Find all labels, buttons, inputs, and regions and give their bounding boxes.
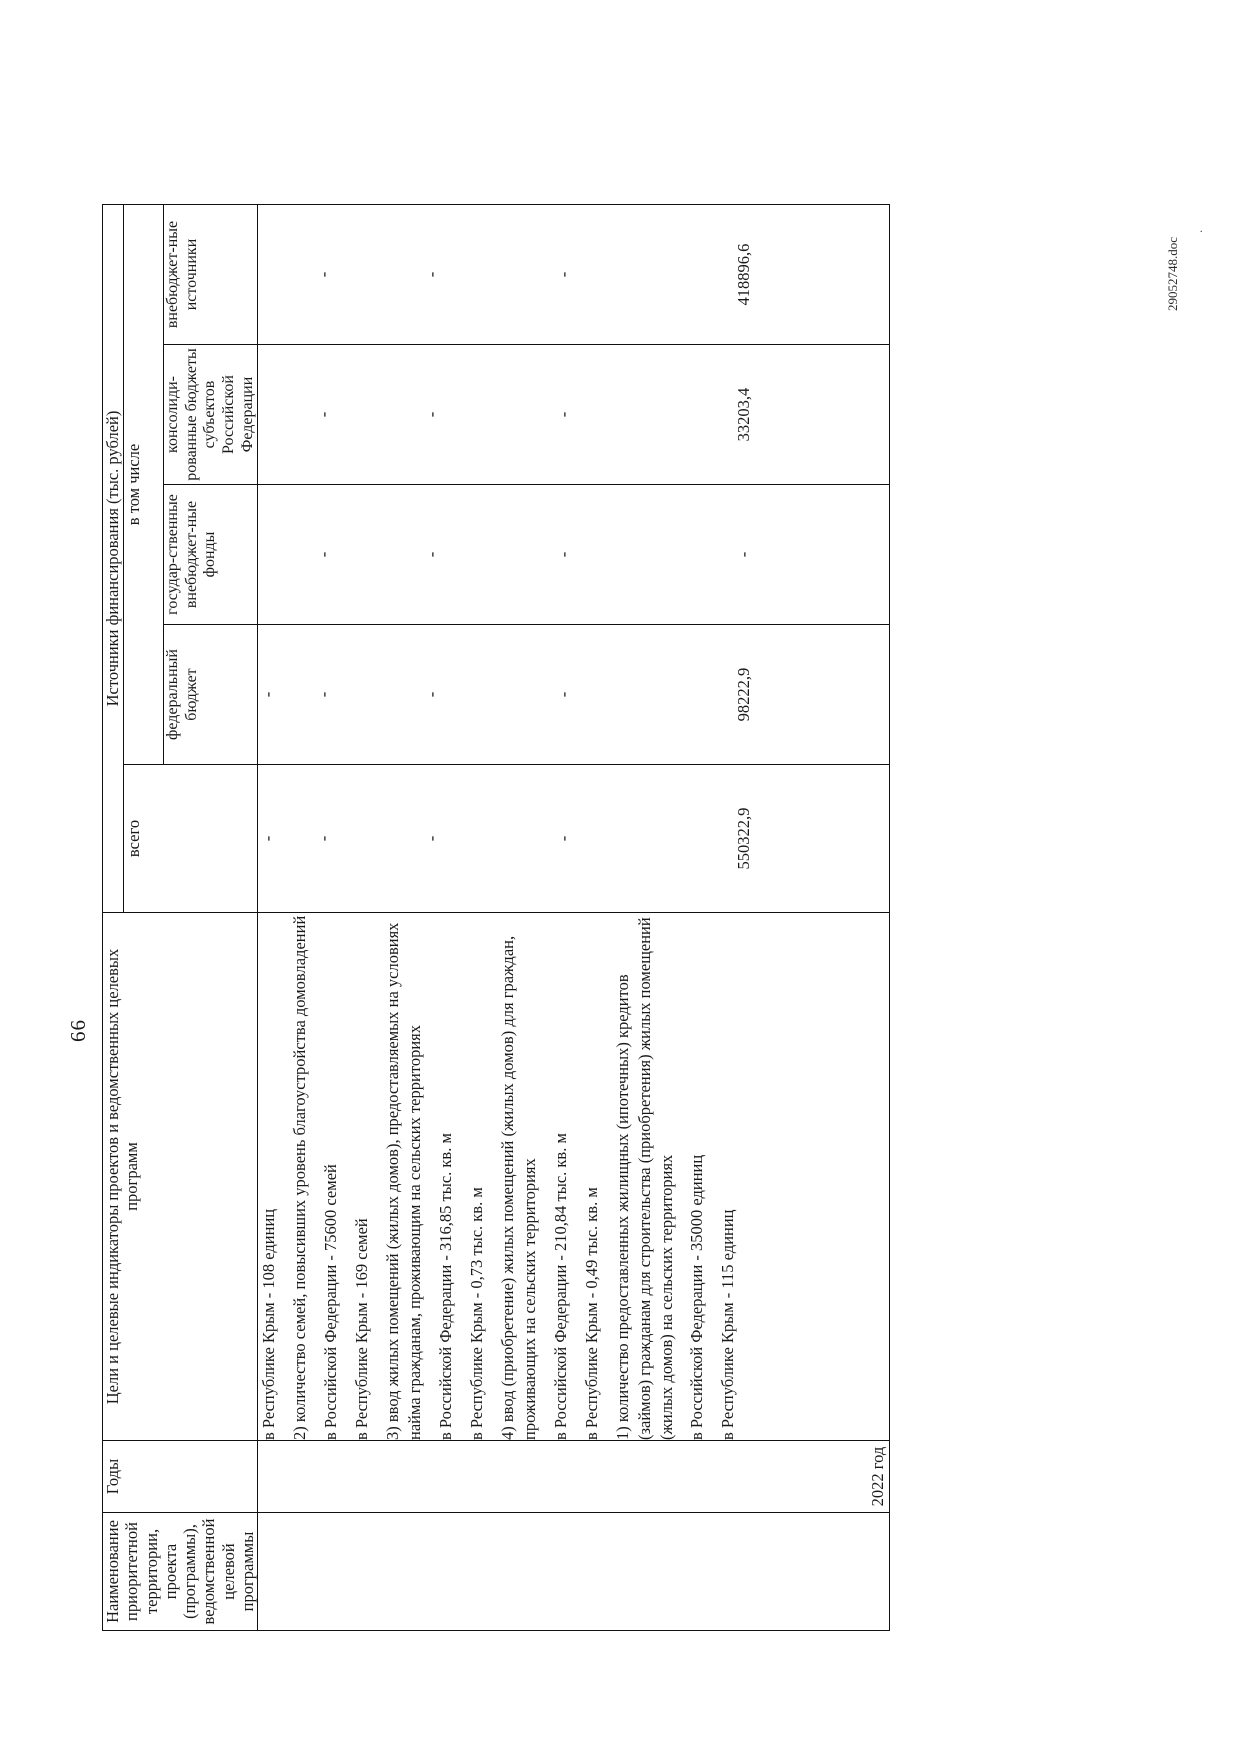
- consolidated-value: -: [422, 411, 442, 418]
- federal-value: 98222,9: [734, 667, 754, 722]
- state-funds-value: -: [554, 551, 574, 558]
- goal-line: 4) ввод (приобретение) жилых помещений (жилых домов) для граждан, проживающих на сельских территориях: [497, 935, 539, 1440]
- federal-value: -: [422, 691, 442, 698]
- funding-table: [102, 204, 890, 1631]
- table-header-row-1: [103, 205, 124, 1631]
- consolidated-value: -: [554, 411, 574, 418]
- total-value: -: [422, 835, 442, 842]
- header-cell-funding-sources: Источники финансирования (тыс. рублей): [103, 205, 124, 913]
- goal-line: 1) количество предоставленных жилищных (ипотечных) кредитов (займов) гражданам для строительства (приобретения) жилых помещений (жилых домов) на сельских территориях: [612, 917, 676, 1440]
- consolidated-value: 33203,4: [734, 387, 754, 442]
- table-row: [258, 205, 890, 1631]
- cell-extrabudget-values: [258, 205, 890, 345]
- goal-line: в Российской Федерации - 75600 семей: [321, 1164, 341, 1440]
- goal-line: в Республике Крым - 108 единиц: [259, 1208, 279, 1440]
- total-value: -: [554, 835, 574, 842]
- goal-line: в Республике Крым - 0,49 тыс. кв. м: [581, 1187, 601, 1440]
- header-cell-state-extrabudget-funds: государ-ственные внебюджет-ные фонды: [163, 485, 258, 625]
- state-funds-value: [258, 485, 314, 624]
- header-cell-federal-budget: федеральный бюджет: [163, 625, 258, 765]
- year-value: 2022 год: [868, 1446, 888, 1507]
- extrabudget-value: 418896,6: [734, 243, 754, 306]
- federal-value: -: [258, 691, 278, 698]
- header-cell-total: всего: [124, 765, 258, 913]
- header-cell-consolidated-budgets: консолиди-рованные бюджеты субъектов Российской Федерации: [163, 345, 258, 485]
- state-funds-value: -: [734, 551, 754, 558]
- extrabudget-value: -: [422, 271, 442, 278]
- goal-line: в Российской Федерации - 35000 единиц: [687, 1154, 707, 1440]
- header-cell-years: Годы: [103, 1441, 258, 1513]
- consolidated-value: -: [314, 411, 334, 418]
- cell-goals: [258, 913, 890, 1441]
- state-funds-value: -: [314, 551, 334, 558]
- federal-value: -: [554, 691, 574, 698]
- page-number: 66: [66, 1019, 90, 1042]
- extrabudget-value: [258, 205, 314, 344]
- goal-line: 2) количество семей, повысивших уровень благоустройства домовладений: [290, 915, 310, 1440]
- goal-line: в Республике Крым - 169 семей: [352, 1218, 372, 1440]
- cell-year: [258, 1441, 890, 1513]
- total-value: -: [258, 835, 278, 842]
- total-value: -: [314, 835, 334, 842]
- document-footer-filename: 29052748.doc: [1165, 236, 1180, 311]
- goal-line: 3) ввод жилых помещений (жилых домов), предоставляемых на условиях найма гражданам, проживающим на сельских территориях: [383, 922, 425, 1440]
- document-footer-mark: .: [1190, 229, 1205, 233]
- header-cell-among-which: в том числе: [124, 205, 164, 765]
- federal-value: -: [314, 691, 334, 698]
- header-cell-name: Наименование приоритетной территории, проекта (программы), ведомственной целевой программы: [103, 1513, 258, 1631]
- cell-total-values: [258, 765, 890, 913]
- total-value: 550322,9: [734, 807, 754, 870]
- extrabudget-value: -: [554, 271, 574, 278]
- goal-line: в Республике Крым - 0,73 тыс. кв. м: [466, 1187, 486, 1440]
- consolidated-value: [258, 345, 314, 484]
- cell-state-funds-values: [258, 485, 890, 625]
- cell-territory-name: [258, 1513, 890, 1631]
- goal-line: в Российской Федерации - 316,85 тыс. кв. м: [436, 1133, 455, 1440]
- extrabudget-value: -: [314, 271, 334, 278]
- header-cell-goals: Цели и целевые индикаторы проектов и ведомственных целевых программ: [103, 913, 258, 1441]
- goal-line: в Республике Крым - 115 единиц: [718, 1209, 738, 1440]
- cell-federal-values: [258, 625, 890, 765]
- cell-consolidated-values: [258, 345, 890, 485]
- state-funds-value: -: [422, 551, 442, 558]
- goal-line: в Российской Федерации - 210,84 тыс. кв. м: [550, 1133, 570, 1440]
- header-cell-extrabudget-sources: внебюджет-ные источники: [163, 205, 258, 345]
